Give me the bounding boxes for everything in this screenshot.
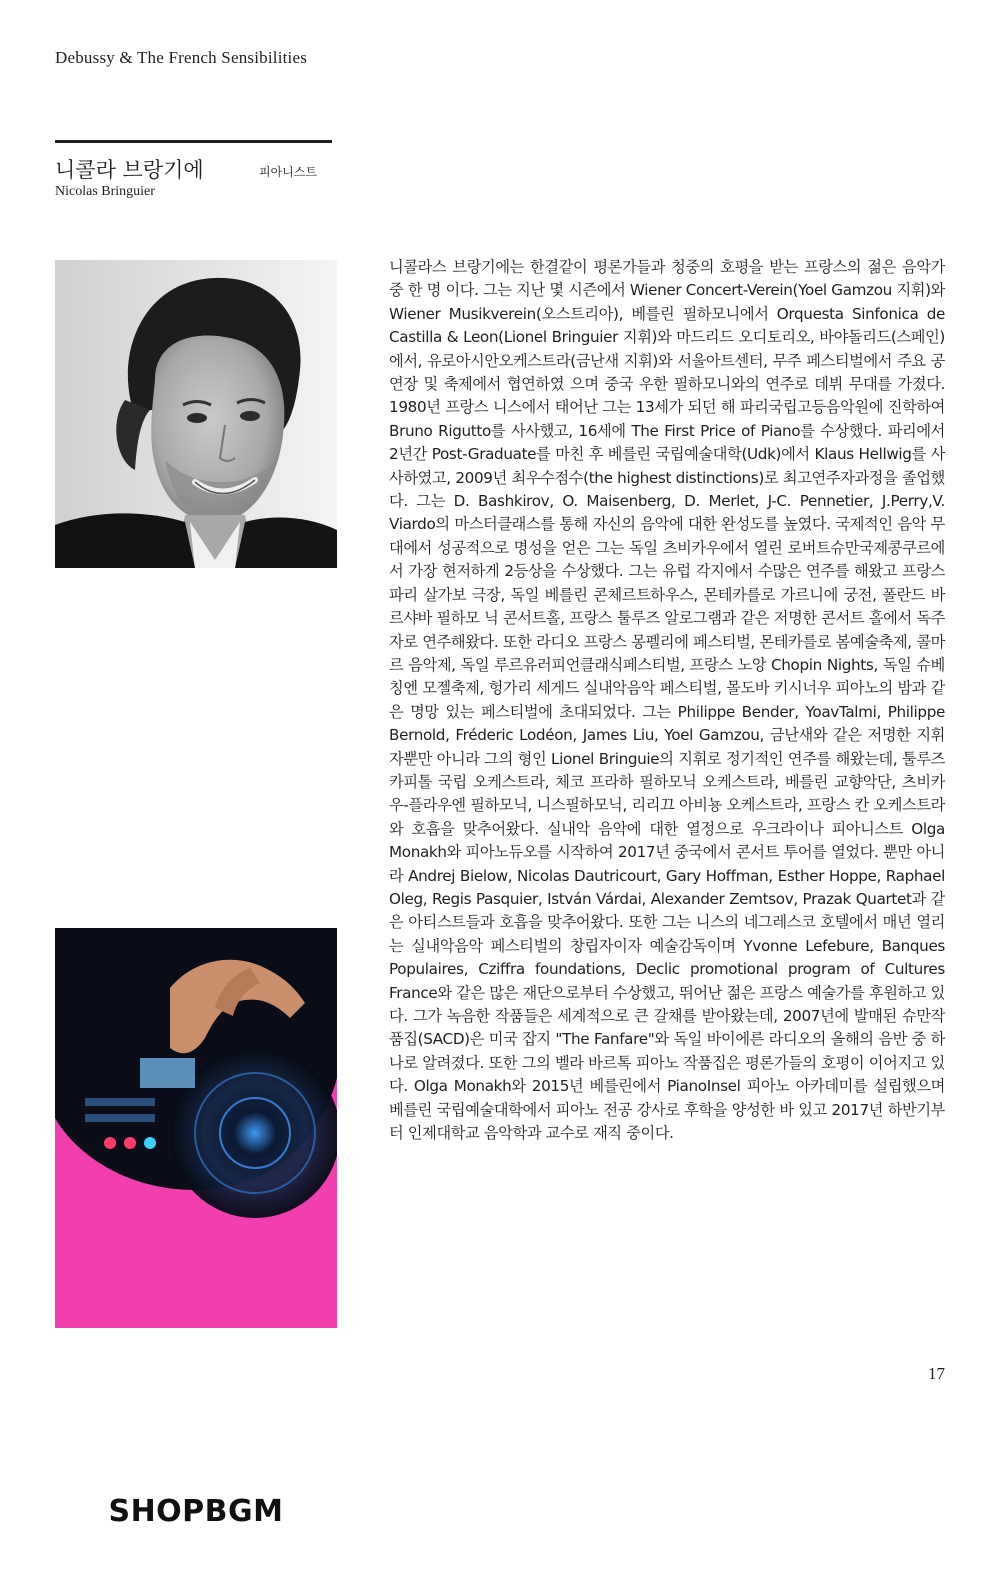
ad-brand: SHOPBGM bbox=[108, 1494, 284, 1529]
title-rule bbox=[55, 140, 332, 143]
page-number: 17 bbox=[928, 1364, 945, 1383]
ad-tagline-text: 대한민국 대표 매장음악서비스 bbox=[116, 1478, 276, 1492]
running-title: Debussy & The French Sensibilities bbox=[55, 48, 308, 67]
ad-url: www.shopbgm.com bbox=[135, 1557, 257, 1570]
portrait-illustration bbox=[55, 260, 337, 568]
ad-text-group bbox=[55, 928, 337, 1593]
artist-biography: 니콜라스 브랑기에는 한결같이 평론가들과 청중의 호평을 받는 프랑스의 젊은 음악가 중 한 명 이다. 그는 지난 몇 시즌에서 Wiener Concert-Verein(Yoel Gamzou 지휘)와 Wiener Musikverein(오스트리아), 베를린 필하모니에서 Orquesta Sinfonica de Castilla & Leon(Lionel Bringuier 지휘)와 마드리드 오디토리오, 바야돌리드(스페인)에서, 유로아시안오케스트라(금난새 지휘)와 서울아트센터, 무주 페스티벌에서 주요 공연장 및 축제에서 협연하였 으며 중국 우한 필하모니와의 연주로 데뷔 무대를 가졌다. 1980년 프랑스 니스에서 태어난 그는 13세가 되던 해 파리국립고등음악원에 진학하여 Bruno Rigutto를 사사했고, 16세에 The First Price of Piano를 수상했다. 파리에서 2년간 Post-Graduate를 마친 후 베를린 국립예술대학(Udk)에서 Klaus Hellwig를 사사하였고, 2009년 최우수점수(the highest distinctions)로 최고연주자과정을 졸업했다. 그는 D. Bashkirov, O. Maisenberg, D. Merlet, J-C. Pennetier, J.Perry,V. Viardo의 마스터클래스를 통해 자신의 음악에 대한 완성도를 높였다. 국제적인 음악 무대에서 성공적으로 명성을 얻은 그는 독일 츠비카우에서 열린 로버트슈만국제콩쿠르에서 가장 현저하게 2등상을 수상했다. 그는 유럽 각지에서 수많은 연주를 해왔고 프랑스 파리 살가보 극장, 독일 베를린 콘체르트하우스, 몬테카를로 가르니에 궁전, 폴란드 바르샤바 필하모 닉 콘서트홀, 프랑스 툴루즈 알로그램과 같은 저명한 콘서트 홀에서 독주자로 연주해왔다. 또한 라디오 프랑스 몽펠리에 페스티벌, 몬테카를로 봄예술축제, 콜마르 음악제, 독일 루르유러피언클래식페스티벌, 프랑스 노앙 Chopin Nights, 독일 슈베칭엔 모젤축제, 헝가리 세게드 실내악음악 페스티벌, 몰도바 키시너우 피아노의 밤과 같은 명망 있는 페스티벌에 초대되었다. 그는 Philippe Bender, YoavTalmi, Philippe Bernold, Fréderic Lodéon, James Liu, Yoel Gamzou, 금난새와 같은 저명한 지휘자뿐만 아니라 그의 형인 Lionel Bringuie의 지휘로 정기적인 연주를 해왔는데, 툴루즈 카피톨 국립 오케스트라, 체코 프라하 필하모닉 오케스트라, 베를린 교향악단, 츠비카우-플라우엔 필하모닉, 니스필하모닉, 리리끄 아비뇽 오케스트라, 프랑스 칸 오케스트라와 호흡을 맞추어왔다. 실내악 음악에 대한 열정으로 우크라이나 피아니스트 Olga Monakh와 피아노듀오를 시작하여 2017년 중국에서 콘서트 투어를 열었다. 뿐만 아니라 Andrej Bielow, Nicolas Dautricourt, Gary Hoffman, Esther Hoppe, Raphael Oleg, Regis Pasquier, István Várdai, Alexander Zemtsov, Prazak Quartet과 같은 아티스트들과 호흡을 맞추어왔다. 또한 그는 니스의 네그레스코 호텔에서 매년 열리는 실내악음악 페스티벌의 창립자이자 예술감독이며 Yvonne Lefebure, Banques Populaires, Cziffra foundations, Declic promotional program of Cultures France와 같은 많은 재단으로부터 수상했고, 뛰어난 젊은 프랑스 예술가를 후원하고 있다. 그가 녹음한 작품들은 세계적으로 큰 갈채를 받아왔는데, 2007년에 발매된 슈만작품집(SACD)은 미국 잡지 "The Fanfare"와 독일 바이에른 라디오의 올해의 음반 중 하나로 알려졌다. 또한 그의 벨라 바르톡 피아노 작품집은 평론가들의 호평이 이어지고 있다. Olga Monakh와 2015년 베를린에서 PianoInsel 피아노 아카데미를 설립했으며 베를린 국립예술대학에서 피아노 전공 강사로 후학을 양성한 바 있고 2017년 하반기부터 인제대학교 음악학과 교수로 재직 중이다. bbox=[389, 258, 945, 1143]
artist-portrait bbox=[55, 260, 337, 568]
ad-phone: 1588-4677 bbox=[163, 1580, 229, 1593]
ad-divider bbox=[156, 1575, 316, 1576]
artist-name-english: Nicolas Bringuier bbox=[55, 184, 155, 199]
artist-name-korean: 니콜라 브랑기에 bbox=[55, 158, 204, 182]
artist-role: 피아니스트 bbox=[259, 165, 317, 179]
